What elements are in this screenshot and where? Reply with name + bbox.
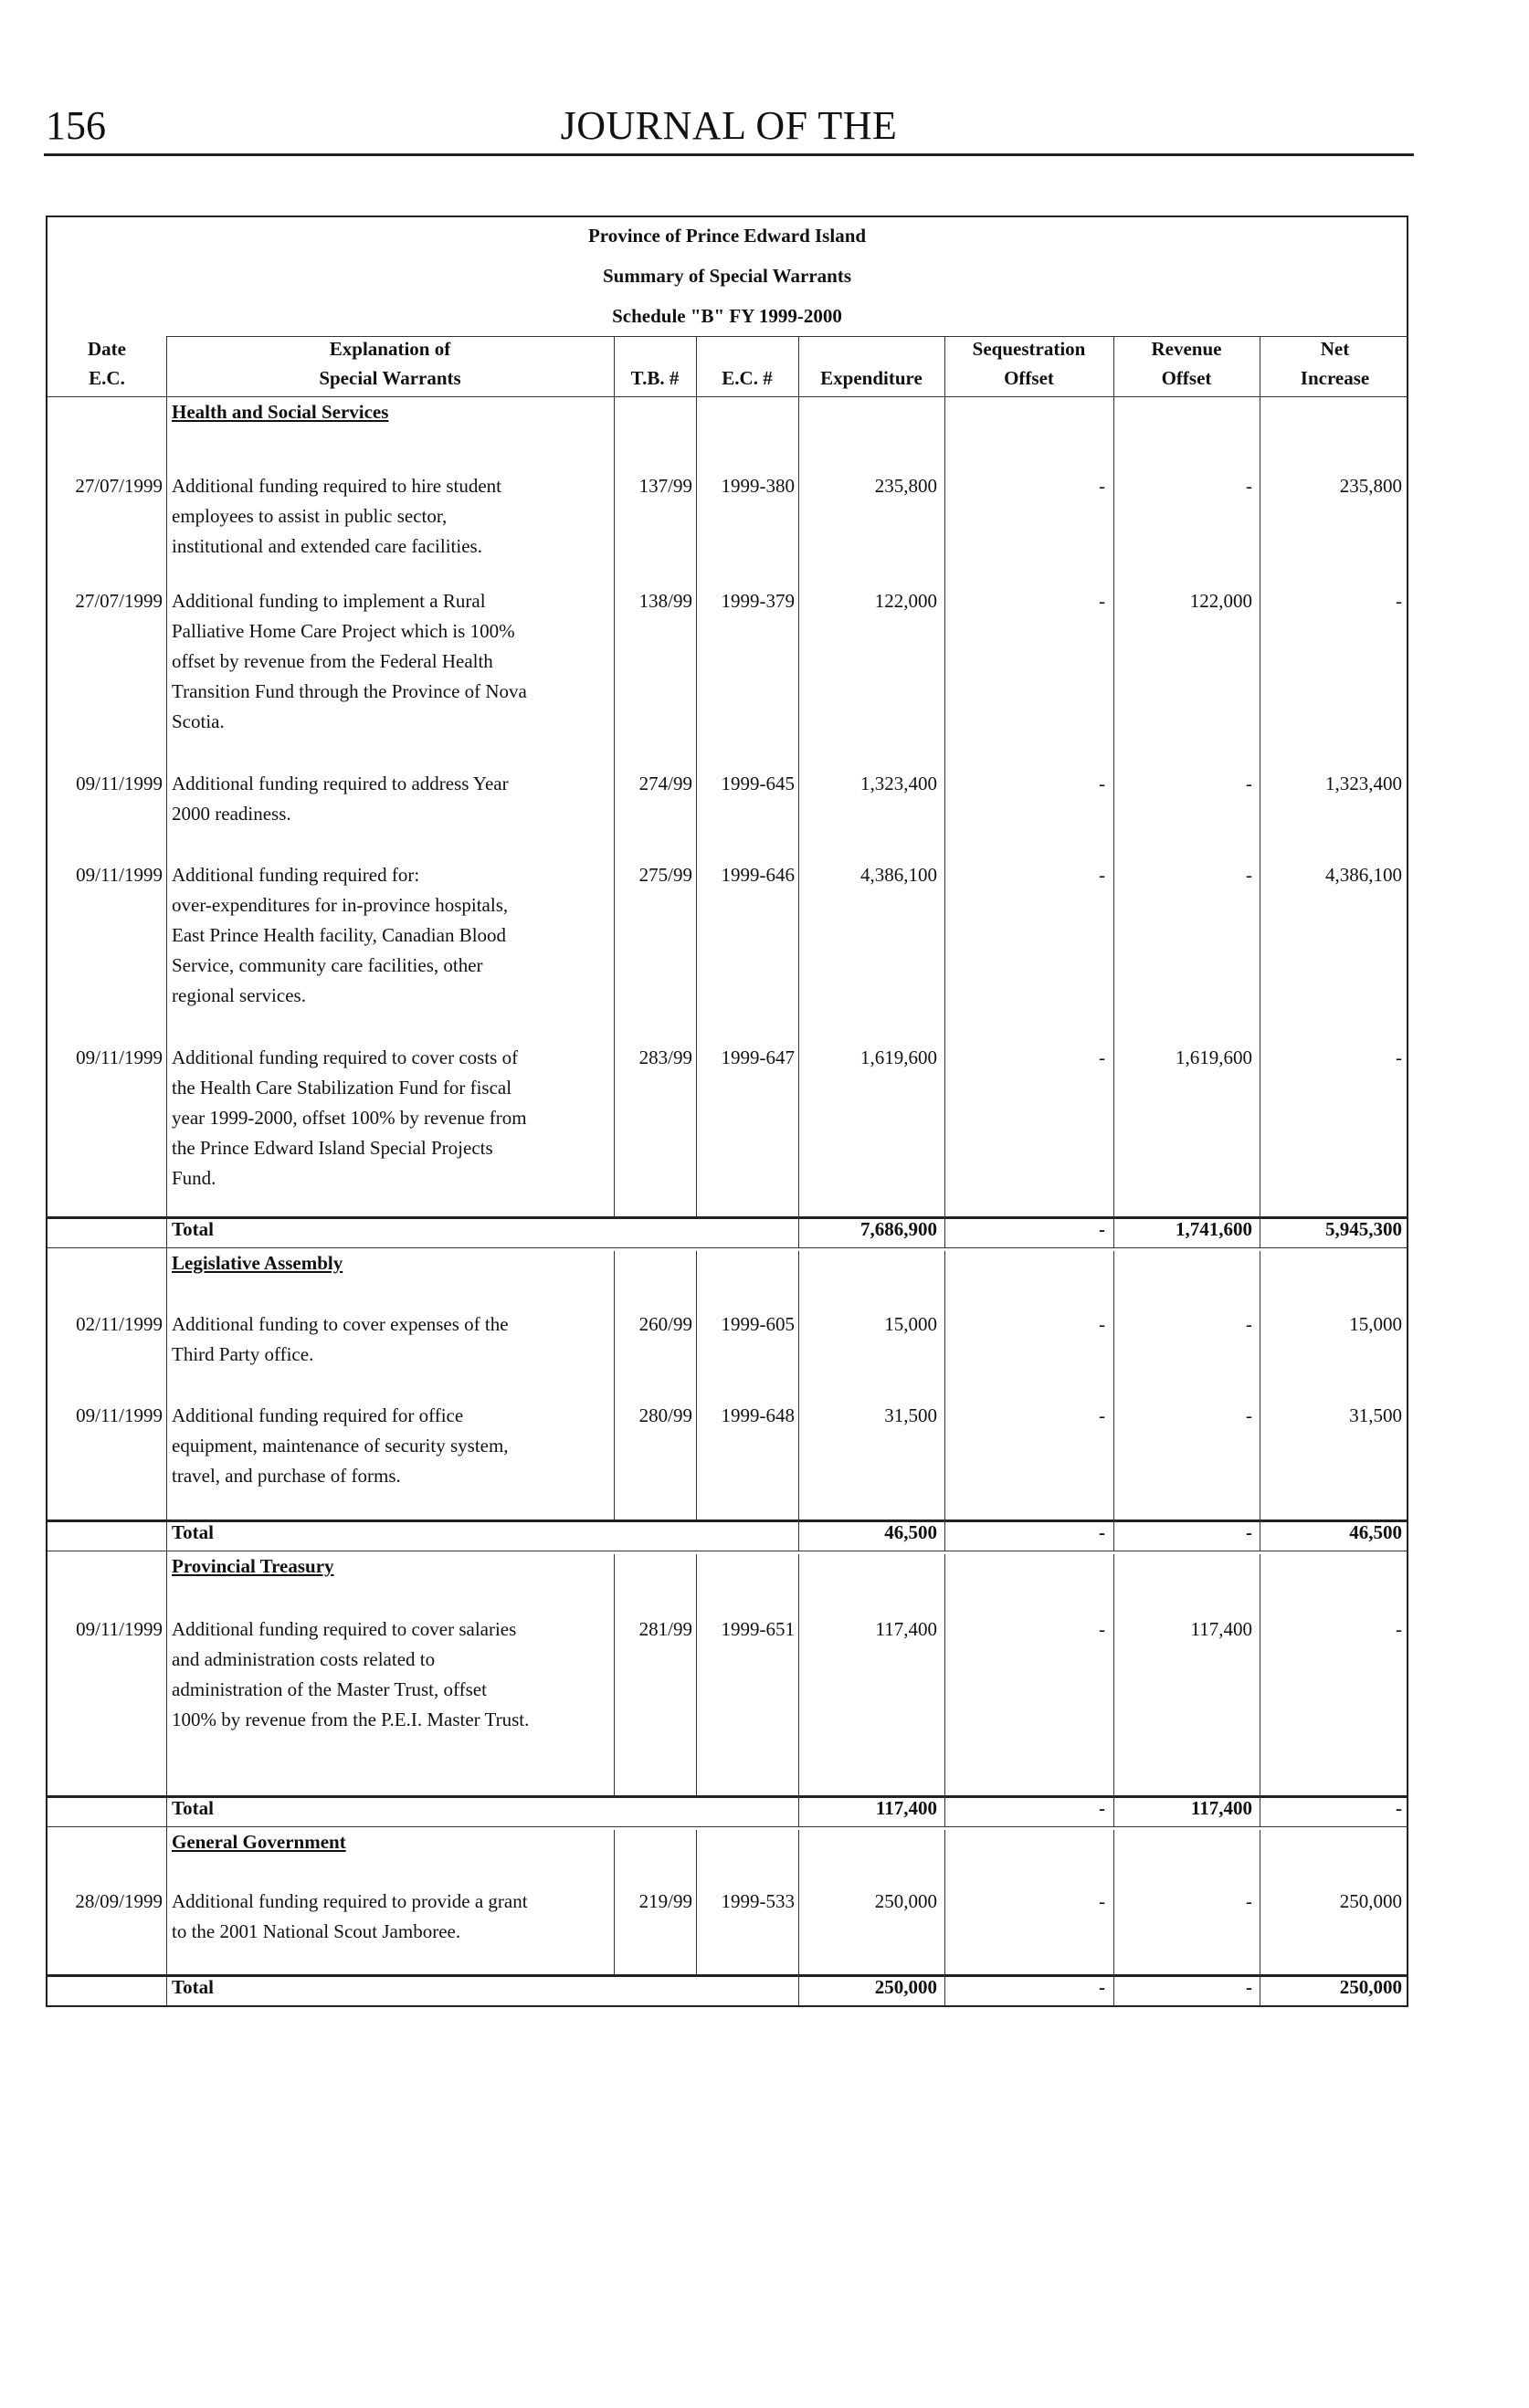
warrant-explanation-line: Additional funding required for office [172,1404,464,1426]
header-expenditure: Expenditure [820,367,923,389]
total-revenue-offset: - [1246,1521,1252,1543]
tb-number: 280/99 [638,1404,692,1426]
warrant-explanation-line: Additional funding required to provide a grant [172,1890,528,1912]
warrant-explanation-line: Service, community care facilities, other [172,954,483,976]
revenue-offset-value: 1,619,600 [1176,1046,1252,1068]
ec-number: 1999-380 [721,475,795,497]
column-rule [696,336,697,396]
warrant-explanation-line: and administration costs related to [172,1648,436,1670]
running-head: JOURNAL OF THE [560,103,898,148]
ec-number: 1999-533 [721,1890,795,1912]
expenditure-value: 117,400 [875,1618,937,1640]
column-rule [798,1216,799,1247]
sequestration-offset-value: - [1099,475,1105,497]
expenditure-value: 250,000 [874,1890,937,1912]
column-rule [1113,1795,1114,1826]
header-ec-number: E.C. # [722,367,773,389]
warrant-explanation-line: over-expenditures for in-province hospitals, [172,894,509,916]
warrant-explanation-line: 100% by revenue from the P.E.I. Master Trust. [172,1709,530,1730]
warrant-explanation-line: Additional funding required to address Year [172,773,509,794]
net-increase-value: 15,000 [1349,1313,1402,1335]
column-rule [798,1519,799,1551]
column-rule [944,1554,945,1795]
warrant-date: 09/11/1999 [76,1404,163,1426]
warrant-explanation-line: Additional funding required to cover salaries [172,1618,517,1640]
column-rule [614,396,615,1216]
warrant-explanation-line: employees to assist in public sector, [172,505,448,527]
total-revenue-offset: - [1246,1976,1252,1998]
column-rule [1113,1251,1114,1519]
column-rule [944,1251,945,1519]
column-rule [1113,1974,1114,2005]
row-rule [47,396,1408,397]
total-sequestration-offset: - [1099,1797,1105,1819]
page-number: 156 [46,103,106,148]
warrant-explanation-line: Additional funding required for: [172,864,420,886]
header-explanation-line2: Special Warrants [319,367,461,389]
warrant-explanation-line: Transition Fund through the Province of Nova [172,680,527,702]
total-net-increase: 46,500 [1349,1521,1402,1543]
column-rule [1113,396,1114,1216]
warrant-date: 28/09/1999 [75,1890,163,1912]
total-net-increase: - [1396,1797,1402,1819]
expenditure-value: 4,386,100 [860,864,937,886]
tb-number: 274/99 [638,773,692,794]
total-revenue-offset: 117,400 [1190,1797,1252,1819]
warrant-explanation-line: year 1999-2000, offset 100% by revenue from [172,1107,527,1129]
ec-number: 1999-379 [721,590,795,612]
column-rule [1113,336,1114,396]
column-rule [696,1251,697,1519]
revenue-offset-value: 122,000 [1189,590,1252,612]
expenditure-value: 1,619,600 [860,1046,937,1068]
warrant-explanation-line: the Prince Edward Island Special Projects [172,1137,493,1159]
warrant-date: 09/11/1999 [76,1046,163,1068]
column-rule [798,1251,799,1519]
section-title: Health and Social Services [172,401,389,423]
warrant-explanation-line: administration of the Master Trust, offset [172,1678,487,1700]
column-rule [614,1251,615,1519]
table-caption-schedule: Schedule "B" FY 1999-2000 [612,305,842,327]
net-increase-value: 235,800 [1339,475,1402,497]
revenue-offset-value: - [1246,864,1252,886]
warrant-explanation-line: institutional and extended care facilities. [172,535,482,557]
warrant-date: 09/11/1999 [76,773,163,794]
ec-number: 1999-651 [721,1618,795,1640]
header-date-line2: E.C. [89,367,125,389]
column-rule [944,1795,945,1826]
total-expenditure: 7,686,900 [860,1218,937,1240]
table-caption-province: Province of Prince Edward Island [587,225,867,247]
table-caption-summary: Summary of Special Warrants [602,265,852,287]
ec-number: 1999-645 [721,773,795,794]
net-increase-value: - [1396,1046,1402,1068]
column-rule [614,336,615,396]
tb-number: 219/99 [638,1890,692,1912]
net-increase-value: 1,323,400 [1325,773,1402,794]
tb-number: 275/99 [638,864,692,886]
warrant-explanation-line: equipment, maintenance of security system, [172,1435,509,1456]
column-rule [1113,1216,1114,1247]
warrant-explanation-line: Scotia. [172,710,225,732]
sequestration-offset-value: - [1099,1313,1105,1335]
section-title: General Government [172,1831,346,1853]
sequestration-offset-value: - [1099,1404,1105,1426]
total-expenditure: 46,500 [884,1521,937,1543]
section-title: Provincial Treasury [172,1555,334,1577]
warrant-date: 09/11/1999 [76,864,163,886]
warrant-date: 09/11/1999 [76,1618,163,1640]
expenditure-value: 15,000 [884,1313,937,1335]
warrant-explanation-line: to the 2001 National Scout Jamboree. [172,1920,461,1942]
column-rule [944,396,945,1216]
tb-number: 138/99 [638,590,692,612]
net-increase-value: 31,500 [1349,1404,1402,1426]
warrant-explanation-line: Palliative Home Care Project which is 100% [172,620,515,642]
sequestration-offset-value: - [1099,590,1105,612]
row-rule [47,1247,1408,1248]
warrant-explanation-line: Third Party office. [172,1343,314,1365]
warrant-date: 27/07/1999 [75,475,163,497]
section-total-label: Total [172,1218,214,1240]
row-rule [47,1826,1408,1827]
column-rule [944,1974,945,2005]
warrant-explanation-line: Additional funding to cover expenses of the [172,1313,509,1335]
revenue-offset-value: - [1246,1404,1252,1426]
net-increase-value: - [1396,1618,1402,1640]
warrant-date: 02/11/1999 [76,1313,163,1335]
section-title: Legislative Assembly [172,1252,343,1274]
section-total-label: Total [172,1797,214,1819]
column-rule [614,1554,615,1795]
special-warrants-table [46,216,1408,2007]
column-rule [798,396,799,1216]
warrant-explanation-line: Additional funding to implement a Rural [172,590,486,612]
warrant-explanation-line: Additional funding required to hire student [172,475,502,497]
net-increase-value: - [1396,590,1402,612]
header-revenue-line1: Revenue [1151,338,1222,360]
header-revenue-line2: Offset [1161,367,1212,389]
expenditure-value: 122,000 [874,590,937,612]
warrant-explanation-line: travel, and purchase of forms. [172,1465,401,1487]
revenue-offset-value: - [1246,1313,1252,1335]
warrant-explanation-line: East Prince Health facility, Canadian Blood [172,924,507,946]
sequestration-offset-value: - [1099,773,1105,794]
row-rule [166,336,1408,337]
total-expenditure: 117,400 [875,1797,937,1819]
sequestration-offset-value: - [1099,864,1105,886]
header-sequestration-line1: Sequestration [972,338,1086,360]
warrant-explanation-line: offset by revenue from the Federal Health [172,650,493,672]
column-rule [798,1795,799,1826]
header-net-line1: Net [1320,338,1350,360]
column-rule [166,336,167,2005]
ec-number: 1999-605 [721,1313,795,1335]
warrant-date: 27/07/1999 [75,590,163,612]
net-increase-value: 250,000 [1339,1890,1402,1912]
total-expenditure: 250,000 [874,1976,937,1998]
column-rule [944,336,945,396]
column-rule [798,1974,799,2005]
ec-number: 1999-647 [721,1046,795,1068]
total-sequestration-offset: - [1099,1521,1105,1543]
revenue-offset-value: 117,400 [1190,1618,1252,1640]
section-total-label: Total [172,1521,214,1543]
expenditure-value: 235,800 [874,475,937,497]
expenditure-value: 1,323,400 [860,773,937,794]
column-rule [798,1554,799,1795]
warrant-explanation-line: Fund. [172,1167,216,1189]
warrant-explanation-line: the Health Care Stabilization Fund for fiscal [172,1077,512,1099]
revenue-offset-value: - [1246,773,1252,794]
header-sequestration-line2: Offset [1004,367,1054,389]
warrant-explanation-line: 2000 readiness. [172,803,291,825]
sequestration-offset-value: - [1099,1046,1105,1068]
expenditure-value: 31,500 [884,1404,937,1426]
total-sequestration-offset: - [1099,1976,1105,1998]
ec-number: 1999-648 [721,1404,795,1426]
tb-number: 137/99 [638,475,692,497]
net-increase-value: 4,386,100 [1325,864,1402,886]
warrant-explanation-line: regional services. [172,984,306,1006]
ec-number: 1999-646 [721,864,795,886]
column-rule [1113,1519,1114,1551]
column-rule [798,336,799,396]
sequestration-offset-value: - [1099,1890,1105,1912]
tb-number: 281/99 [638,1618,692,1640]
warrant-explanation-line: Additional funding required to cover costs of [172,1046,519,1068]
total-sequestration-offset: - [1099,1218,1105,1240]
column-rule [944,1216,945,1247]
total-net-increase: 250,000 [1339,1976,1402,1998]
header-net-line2: Increase [1300,367,1370,389]
tb-number: 260/99 [638,1313,692,1335]
column-rule [696,1554,697,1795]
section-total-label: Total [172,1976,214,1998]
total-revenue-offset: 1,741,600 [1176,1218,1252,1240]
tb-number: 283/99 [638,1046,692,1068]
total-net-increase: 5,945,300 [1325,1218,1402,1240]
header-date-line1: Date [88,338,126,360]
column-rule [944,1519,945,1551]
revenue-offset-value: - [1246,475,1252,497]
revenue-offset-value: - [1246,1890,1252,1912]
sequestration-offset-value: - [1099,1618,1105,1640]
header-explanation-line1: Explanation of [329,338,451,360]
header-tb-number: T.B. # [630,367,680,389]
column-rule [696,396,697,1216]
column-rule [1113,1554,1114,1795]
page-header [44,99,1414,156]
